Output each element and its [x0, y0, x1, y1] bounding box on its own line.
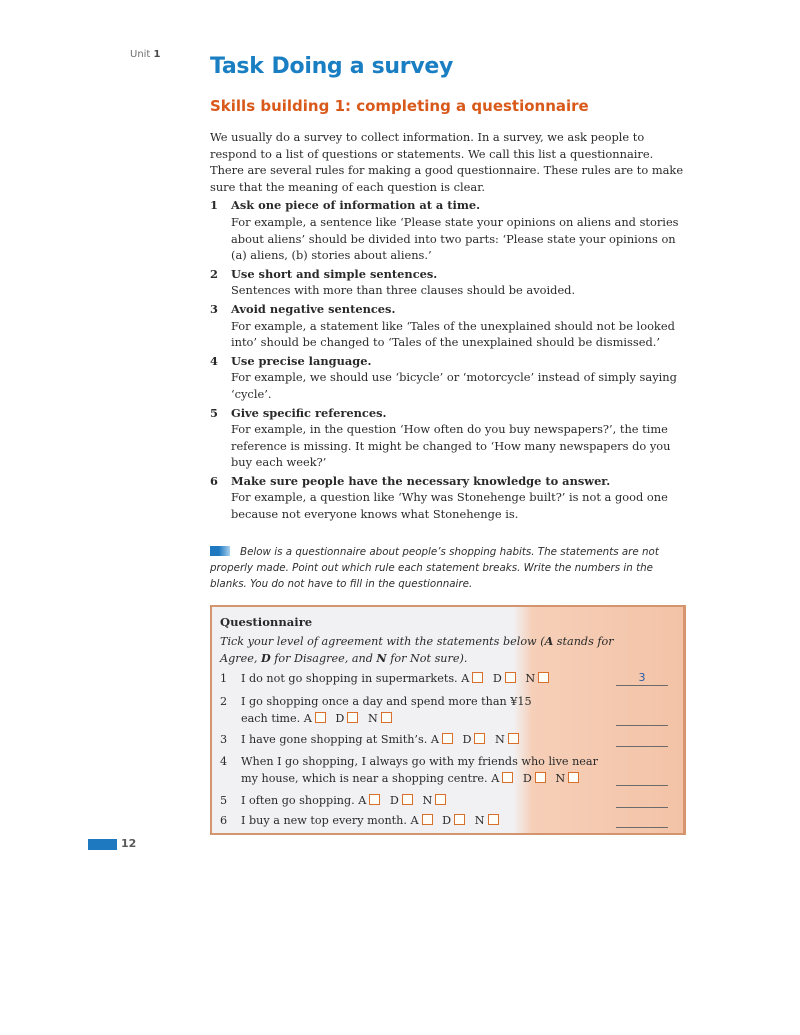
statement-text: I buy a new top every month. — [241, 814, 407, 827]
questionnaire-item — [220, 731, 672, 748]
option-label: D — [492, 672, 502, 685]
not-sure-checkbox[interactable] — [538, 672, 549, 683]
disagree-checkbox[interactable] — [347, 712, 358, 723]
option-not-sure — [368, 712, 392, 725]
option-label: A — [410, 814, 419, 827]
questionnaire-instructions — [220, 633, 640, 667]
disagree-checkbox[interactable] — [454, 814, 465, 825]
questionnaire-card — [210, 605, 686, 835]
option-label: N — [422, 794, 433, 807]
rule-item — [210, 301, 686, 351]
option-agree — [491, 772, 513, 785]
option-not-sure — [422, 794, 446, 807]
not-sure-checkbox[interactable] — [488, 814, 499, 825]
rule-explanation: Sentences with more than three clauses should be avoided. — [231, 283, 576, 298]
option-label: A — [358, 794, 367, 807]
rule-heading: Make sure people have the necessary knowledge to answer. — [231, 473, 611, 488]
item-number: 2 — [220, 695, 228, 708]
option-label: A — [461, 672, 470, 685]
option-agree — [304, 712, 326, 725]
rule-explanation: For example, in the question ‘How often do you buy newspapers?’, the time reference is missing. It might be changed to ‘How many newspapers do you buy each week?’ — [231, 422, 671, 470]
agree-checkbox[interactable] — [422, 814, 433, 825]
answer-blank[interactable] — [616, 793, 668, 808]
option-agree — [358, 794, 380, 807]
rule-number: 2 — [210, 266, 218, 281]
instr-part: for Not sure). — [386, 652, 468, 665]
questionnaire-item — [220, 693, 672, 727]
option-label: D — [335, 712, 345, 725]
rule-explanation: For example, a statement like ‘Tales of the unexplained should not be looked into’ should be changed to ‘Tales of the unexplained should be dismissed.’ — [231, 318, 675, 350]
skills-heading: Skills building 1: completing a questionnaire — [210, 97, 589, 115]
exercise-marker-icon — [210, 546, 230, 556]
item-number: 1 — [220, 672, 228, 685]
answer-blank[interactable] — [616, 732, 668, 747]
option-label: N — [495, 733, 505, 746]
page-title — [210, 54, 453, 79]
unit-word: Unit — [130, 49, 151, 60]
rule-explanation: For example, a question like ‘Why was Stonehenge built?’ is not a good one because not everyone knows what Stonehenge is. — [231, 490, 668, 522]
rule-item — [210, 353, 686, 403]
task-label: Task — [210, 54, 264, 79]
option-label: A — [303, 712, 312, 725]
statement-text: I go shopping once a day and spend more than ¥15 each time. — [241, 695, 532, 725]
exercise-instruction — [210, 544, 686, 592]
not-sure-checkbox[interactable] — [381, 712, 392, 723]
agree-checkbox[interactable] — [502, 772, 513, 783]
not-sure-checkbox[interactable] — [508, 733, 519, 744]
statement-text: I often go shopping. — [241, 794, 355, 807]
option-disagree — [523, 772, 546, 785]
instr-part: stands for Agree, — [220, 635, 614, 665]
rule-item — [210, 405, 686, 471]
option-label: D — [522, 772, 532, 785]
rule-explanation: For example, a sentence like ‘Please state your opinions on aliens and stories about aliens’ should be divided into two parts: ‘Please state your opinions on (a) aliens, (b) stories about aliens.’ — [231, 214, 679, 263]
option-agree — [461, 672, 483, 685]
instruction-text: Below is a questionnaire about people’s shopping habits. The statements are not properly made. Point out which rule each statement breaks. Write the numbers in the blanks. You do not have to fill in the questionnaire. — [210, 546, 659, 590]
option-label: A — [491, 772, 500, 785]
option-disagree — [335, 712, 358, 725]
item-statement — [241, 753, 601, 787]
agree-checkbox[interactable] — [369, 794, 380, 805]
agree-checkbox[interactable] — [442, 733, 453, 744]
rule-number: 4 — [210, 353, 218, 368]
disagree-checkbox[interactable] — [402, 794, 413, 805]
questionnaire-item — [220, 812, 672, 829]
item-statement — [241, 812, 601, 829]
option-label: N — [367, 712, 378, 725]
rule-number: 3 — [210, 301, 218, 316]
item-statement — [241, 731, 601, 748]
questionnaire-item — [220, 792, 672, 809]
rule-heading: Use short and simple sentences. — [231, 266, 438, 281]
option-not-sure — [475, 814, 499, 827]
option-not-sure — [495, 733, 519, 746]
statement-text: I have gone shopping at Smith’s. — [241, 733, 428, 746]
answer-blank[interactable] — [616, 813, 668, 828]
questionnaire-item — [220, 670, 672, 687]
instr-part: Tick your level of agreement with the statements below ( — [220, 635, 545, 648]
questionnaire-title: Questionnaire — [220, 615, 313, 629]
rule-item — [210, 473, 686, 523]
statement-text: I do not go shopping in supermarkets. — [241, 672, 458, 685]
instr-part: for Disagree, and — [270, 652, 377, 665]
option-not-sure — [525, 672, 549, 685]
item-number: 3 — [220, 733, 228, 746]
instr-key-d: D — [260, 651, 271, 665]
agree-checkbox[interactable] — [315, 712, 326, 723]
item-number: 4 — [220, 755, 228, 768]
rule-explanation: For example, we should use ‘bicycle’ or ‘motorcycle’ instead of simply saying ‘cycle’. — [231, 370, 677, 401]
option-disagree — [493, 672, 516, 685]
statement-text: When I go shopping, I always go with my friends who live near my house, which is near a shopping centre. — [241, 755, 598, 785]
option-agree — [431, 733, 453, 746]
instr-key-n: N — [376, 651, 387, 665]
rule-heading: Ask one piece of information at a time. — [231, 198, 481, 213]
rule-heading: Give specific references. — [231, 405, 387, 420]
unit-label — [130, 49, 161, 60]
rules-list — [210, 197, 686, 522]
item-statement — [241, 670, 601, 687]
option-disagree — [462, 733, 485, 746]
option-label: D — [389, 794, 399, 807]
rule-number: 5 — [210, 405, 218, 420]
option-label: D — [442, 814, 452, 827]
page-number-bar — [88, 839, 117, 850]
disagree-checkbox[interactable] — [505, 672, 516, 683]
answer-blank[interactable] — [616, 711, 668, 726]
task-title-text: Doing a survey — [271, 54, 454, 79]
rule-item — [210, 266, 686, 299]
item-number: 6 — [220, 814, 228, 827]
agree-checkbox[interactable] — [472, 672, 483, 683]
item-statement — [241, 693, 541, 727]
not-sure-checkbox[interactable] — [568, 772, 579, 783]
rule-item — [210, 197, 686, 263]
item-statement — [241, 792, 601, 809]
unit-number: 1 — [153, 49, 161, 60]
item-number: 5 — [220, 794, 228, 807]
instr-key-a: A — [544, 634, 554, 648]
intro-paragraph: We usually do a survey to collect information. In a survey, we ask people to respond to a list of questions or statements. We call this list a questionnaire. There are several rules for making a good questionnaire. These rules are to make sure that the meaning of each question is clear. — [210, 130, 684, 194]
rule-heading: Use precise language. — [231, 353, 372, 368]
rule-number: 1 — [210, 198, 218, 213]
rule-heading: Avoid negative sentences. — [231, 301, 396, 316]
option-agree — [411, 814, 433, 827]
option-label: N — [525, 672, 536, 685]
option-label: A — [430, 733, 439, 746]
option-label: N — [474, 814, 485, 827]
page-number: 12 — [121, 837, 137, 850]
option-disagree — [390, 794, 413, 807]
rules-section — [210, 129, 686, 523]
answer-blank[interactable]: 3 — [616, 671, 668, 686]
option-disagree — [442, 814, 465, 827]
answer-blank[interactable] — [616, 771, 668, 786]
not-sure-checkbox[interactable] — [435, 794, 446, 805]
disagree-checkbox[interactable] — [474, 733, 485, 744]
option-label: N — [555, 772, 566, 785]
option-label: D — [462, 733, 472, 746]
rule-number: 6 — [210, 473, 218, 488]
questionnaire-item — [220, 753, 672, 787]
disagree-checkbox[interactable] — [535, 772, 546, 783]
option-not-sure — [555, 772, 579, 785]
